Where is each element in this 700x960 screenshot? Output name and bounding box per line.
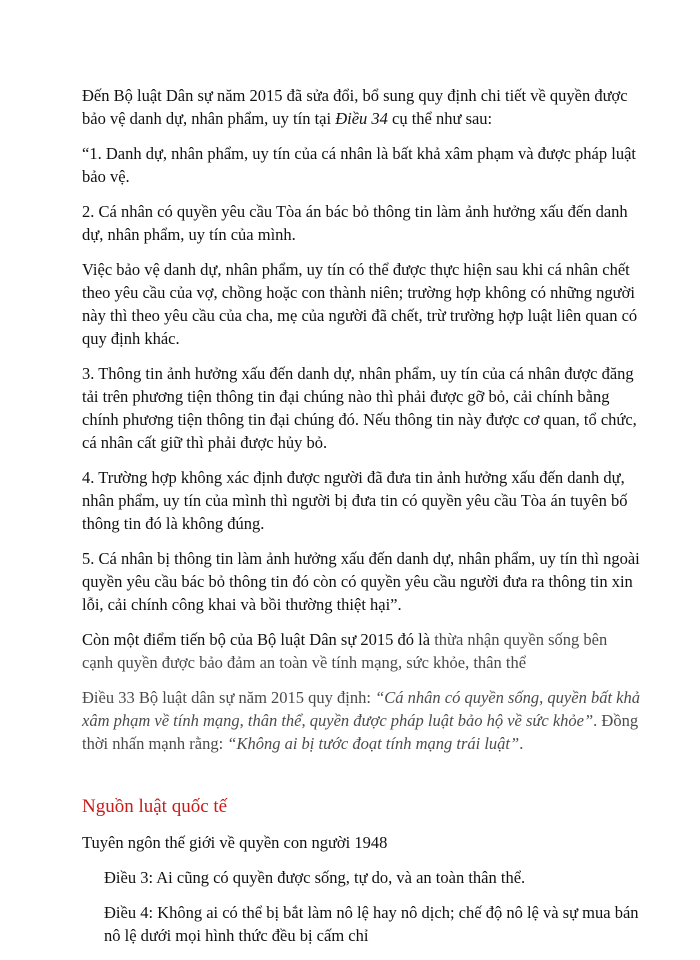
article-33-end: . (519, 734, 524, 753)
clause-3: 3. Thông tin ảnh hưởng xấu đến danh dự, nhân phẩm, uy tín của cá nhân được đăng tải trên phương tiện thông tin đại chúng nào thì phải được gỡ bỏ, cải chính bằng chính phương tiện thông tin đại chúng đó. Nếu thông tin này được cơ quan, tổ chức, cá nhân cất giữ thì phải được hủy bỏ. (82, 364, 637, 452)
udhr-article-4: Điều 4: Không ai có thể bị bắt làm nô lệ hay nô dịch; chế độ nô lệ và sự mua bán nô lệ dưới mọi hình thức đều bị cấm chỉ (104, 903, 639, 945)
udhr-title: Tuyên ngôn thế giới về quyền con người 1948 (82, 833, 388, 852)
clause-1: “1. Danh dự, nhân phẩm, uy tín của cá nhân là bất khả xâm phạm và được pháp luật bảo vệ. (82, 144, 636, 186)
progress-text: Còn một điểm tiến bộ của Bộ luật Dân sự 2015 đó là (82, 630, 435, 649)
clause-2-posthumous: Việc bảo vệ danh dự, nhân phẩm, uy tín có thể được thực hiện sau khi cá nhân chết theo yêu cầu của vợ, chồng hoặc con thành niên; trường hợp không có những người này thì theo yêu cầu của cha, mẹ của người đã chết, trừ trường hợp luật liên quan có quy định khác. (82, 260, 638, 348)
intro-text: Đến Bộ luật Dân sự năm 2015 đã sửa đổi, bổ sung quy định chi tiết về quyền được bảo vệ danh dự, nhân phẩm, uy tín tại (82, 86, 628, 128)
intro-paragraph (82, 84, 640, 130)
clause-4: 4. Trường hợp không xác định được người đã đưa tin ảnh hưởng xấu đến danh dự, nhân phẩm, uy tín của mình thì người bị đưa tin có quyền yêu cầu Tòa án tuyên bố thông tin đó là không đúng. (82, 468, 628, 533)
clause-5: 5. Cá nhân bị thông tin làm ảnh hưởng xấu đến danh dự, nhân phẩm, uy tín thì ngoài quyền yêu cầu bác bỏ thông tin đó còn có quyền yêu cầu người đưa ra thông tin xin lỗi, cải chính công khai và bồi thường thiệt hại”. (82, 549, 640, 614)
section-heading: Nguồn luật quốc tế (82, 796, 228, 817)
article-33-quote-1: “Cá nhân có quyền sống, quyền bất khả xâm phạm về tính mạng, thân thể, quyền được pháp luật bảo hộ về sức khỏe” (82, 688, 640, 730)
article-33-quote-2: “Không ai bị tước đoạt tính mạng trái luật” (227, 734, 520, 753)
article-33-paragraph (82, 686, 640, 755)
article-34-reference: Điều 34 (335, 109, 388, 128)
intro-text-end: cụ thể như sau: (387, 109, 493, 128)
article-33-emphasis: . Đồng thời nhấn mạnh rằng: (82, 711, 639, 753)
progress-paragraph (82, 628, 640, 674)
clause-2: 2. Cá nhân có quyền yêu cầu Tòa án bác bỏ thông tin làm ảnh hưởng xấu đến danh dự, nhân phẩm, uy tín của mình. (82, 202, 628, 244)
progress-highlight: thừa nhận quyền sống bên cạnh quyền được bảo đảm an toàn về tính mạng, sức khỏe, thân thể (82, 630, 608, 672)
article-33-intro: Điều 33 Bộ luật dân sự năm 2015 quy định: (82, 688, 376, 707)
udhr-article-3: Điều 3: Ai cũng có quyền được sống, tự do, và an toàn thân thể. (104, 868, 526, 887)
